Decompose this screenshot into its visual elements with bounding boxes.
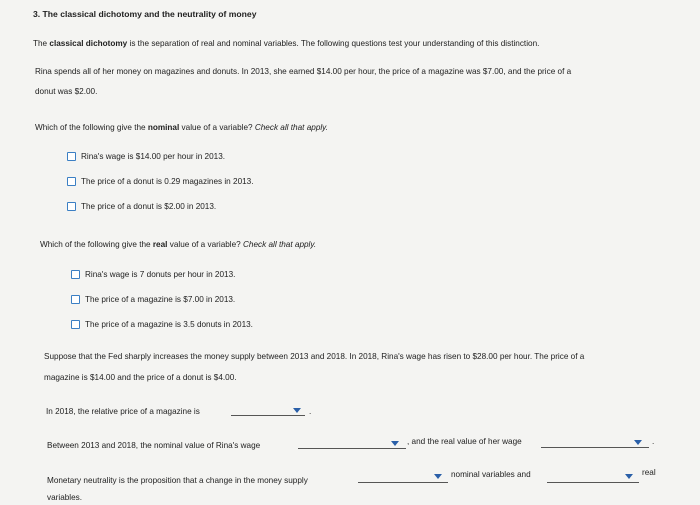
chevron-down-icon bbox=[625, 474, 633, 479]
nominal-option-2-checkbox[interactable] bbox=[67, 177, 76, 186]
real-question: Which of the following give the real value of a variable? Check all that apply. bbox=[40, 240, 317, 249]
scenario-line-2: donut was $2.00. bbox=[35, 87, 98, 96]
relative-price-period: . bbox=[309, 407, 312, 416]
neutrality-line-2: variables. bbox=[47, 493, 83, 502]
real-option-2-label[interactable]: The price of a magazine is $7.00 in 2013. bbox=[85, 295, 236, 304]
chevron-down-icon bbox=[391, 441, 399, 446]
nominal-option-2-label[interactable]: The price of a donut is 0.29 magazines in 2013. bbox=[81, 177, 254, 186]
wage-period: . bbox=[652, 437, 655, 446]
wage-label: Between 2013 and 2018, the nominal value of Rina's wage bbox=[47, 441, 261, 450]
neutrality-middle-text: nominal variables and bbox=[451, 470, 531, 479]
wage-middle-text: , and the real value of her wage bbox=[407, 437, 522, 446]
real-option-3-checkbox[interactable] bbox=[71, 320, 80, 329]
neutrality-dropdown-1[interactable] bbox=[358, 472, 448, 483]
nominal-option-3-checkbox[interactable] bbox=[67, 202, 76, 211]
real-wage-dropdown[interactable] bbox=[541, 437, 649, 448]
nominal-question: Which of the following give the nominal value of a variable? Check all that apply. bbox=[35, 123, 328, 132]
question-heading: 3. The classical dichotomy and the neutrality of money bbox=[33, 9, 257, 19]
intro-text: The classical dichotomy is the separation of real and nominal variables. The following questions test your understanding of this distinction. bbox=[33, 39, 540, 48]
real-option-3-label[interactable]: The price of a magazine is 3.5 donuts in 2013. bbox=[85, 320, 253, 329]
nominal-option-1-label[interactable]: Rina's wage is $14.00 per hour in 2013. bbox=[81, 152, 226, 161]
real-option-2-checkbox[interactable] bbox=[71, 295, 80, 304]
nominal-option-3-label[interactable]: The price of a donut is $2.00 in 2013. bbox=[81, 202, 217, 211]
fed-line-2: magazine is $14.00 and the price of a donut is $4.00. bbox=[44, 373, 237, 382]
relative-price-dropdown[interactable] bbox=[231, 405, 305, 416]
chevron-down-icon bbox=[293, 408, 301, 413]
nominal-wage-dropdown[interactable] bbox=[298, 438, 406, 449]
real-option-1-label[interactable]: Rina's wage is 7 donuts per hour in 2013. bbox=[85, 270, 236, 279]
fed-line-1: Suppose that the Fed sharply increases the money supply between 2013 and 2018. In 2018, Rina's wage has risen to $28.00 per hour. The price of a bbox=[44, 352, 585, 361]
neutrality-dropdown-2[interactable] bbox=[547, 472, 639, 483]
relative-price-label: In 2018, the relative price of a magazine is bbox=[46, 407, 200, 416]
neutrality-end-text: real bbox=[642, 468, 656, 477]
real-option-1-checkbox[interactable] bbox=[71, 270, 80, 279]
chevron-down-icon bbox=[434, 474, 442, 479]
chevron-down-icon bbox=[634, 440, 642, 445]
neutrality-label: Monetary neutrality is the proposition that a change in the money supply bbox=[47, 476, 308, 485]
nominal-option-1-checkbox[interactable] bbox=[67, 152, 76, 161]
scenario-line-1: Rina spends all of her money on magazines and donuts. In 2013, she earned $14.00 per hour, the price of a magazine was $7.00, and the price of a bbox=[35, 67, 572, 76]
